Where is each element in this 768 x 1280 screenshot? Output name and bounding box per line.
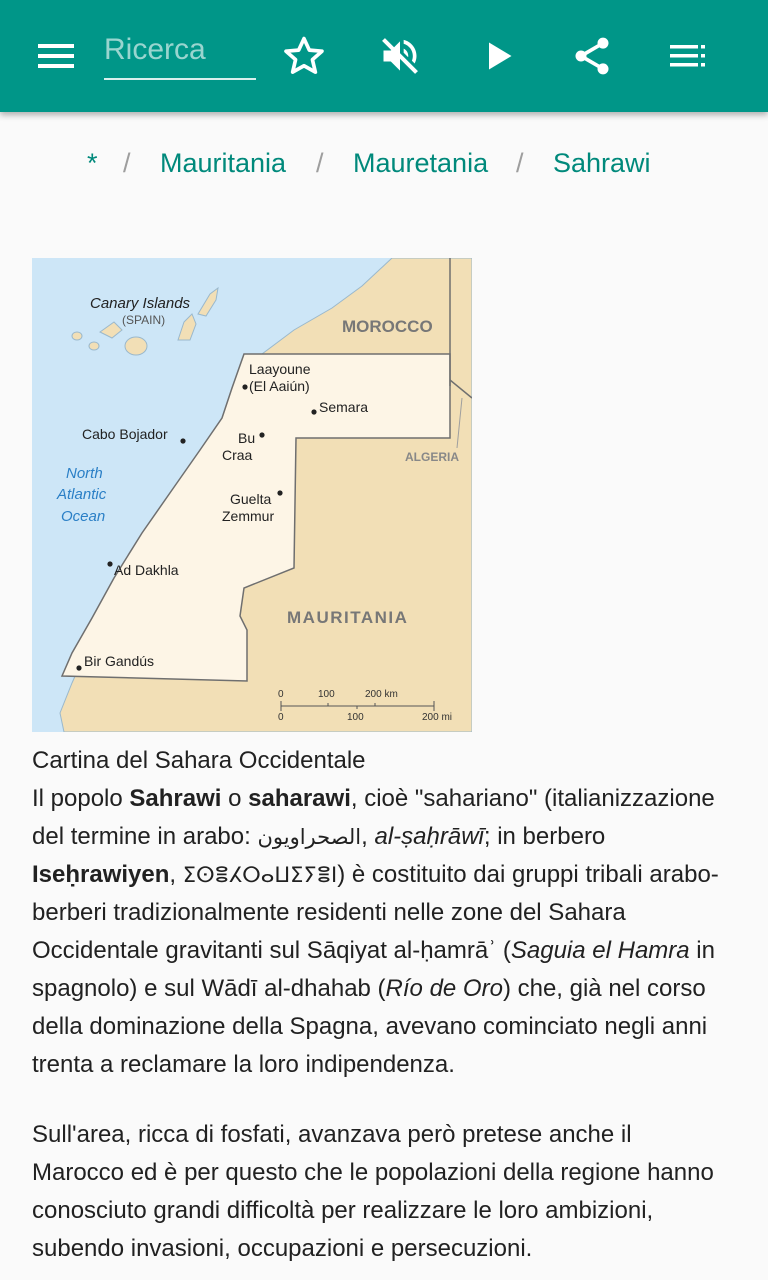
map-label-canary-islands: Canary Islands: [90, 295, 191, 312]
svg-text:0: 0: [278, 689, 284, 700]
play-icon: [480, 38, 516, 74]
svg-text:100: 100: [347, 712, 364, 723]
map-place-el-aaiun: (El Aaiún): [249, 378, 310, 394]
bookmark-button[interactable]: [272, 24, 336, 88]
breadcrumb-item-mauretania[interactable]: Mauretania: [353, 148, 489, 178]
volume-off-icon: [378, 34, 422, 78]
svg-text:100: 100: [318, 689, 335, 700]
toc-button[interactable]: [656, 24, 720, 88]
map-place-bir-gandus: Bir Gandús: [84, 653, 155, 669]
map-place-cabo-bojador: Cabo Bojador: [82, 426, 168, 442]
map-label-spain: (SPAIN): [122, 313, 166, 327]
map-label-morocco: MOROCCO: [342, 317, 433, 336]
hamburger-menu-icon: [36, 41, 76, 71]
map-label-algeria: ALGERIA: [405, 450, 459, 464]
svg-text:0: 0: [278, 712, 284, 723]
map-place-ad-dakhla: Ad Dakhla: [114, 562, 179, 578]
map-label-mauritania: MAURITANIA: [287, 608, 409, 627]
svg-text:200 mi: 200 mi: [422, 712, 453, 723]
breadcrumb-item-mauritania[interactable]: Mauritania: [160, 148, 287, 178]
map-label-ocean-2: Atlantic: [57, 486, 107, 503]
share-button[interactable]: [560, 24, 624, 88]
image-caption: Cartina del Sahara Occidentale: [32, 747, 366, 774]
map-label-ocean-1: North: [66, 465, 103, 482]
map-place-semara: Semara: [319, 399, 369, 415]
play-button[interactable]: [466, 24, 530, 88]
mute-button[interactable]: [368, 24, 432, 88]
map-label-ocean-3: Ocean: [61, 508, 106, 525]
arabic-term: الصحراويون: [257, 825, 362, 849]
breadcrumb-separator: /: [123, 148, 131, 178]
map-place-zemmur: Zemmur: [222, 508, 275, 524]
map-place-laayoune: Laayoune: [249, 361, 311, 377]
menu-button[interactable]: [24, 24, 88, 88]
breadcrumb-item-sahrawi[interactable]: Sahrawi: [553, 148, 651, 178]
article-paragraph-2: Sull'area, ricca di fosfati, avanzava però pretese anche il Marocco ed è per questo che le popolazioni della regione hanno conosciuto grandi difficoltà per realizzare le loro ambizioni, subendo invasioni, occupazioni e persecuzioni.: [32, 1121, 714, 1262]
breadcrumb-separator: /: [316, 148, 324, 178]
list-icon: [668, 41, 708, 71]
map-place-craa: Craa: [222, 447, 253, 463]
search-input[interactable]: [104, 28, 256, 72]
article-paragraph-1: Il popolo Sahrawi o saharawi, cioè "sahariano" (italianizzazione del termine in arabo: الصحراويون, al-ṣaḥrāwī; in berbero Iseḥrawiyen, ⵉⵙⴻⵃⵔⴰⵡⵉⵢⴻⵏ) è costituito dai gruppi tribali arabo-berberi tradizionalmente residenti nelle zone del Sahara Occidentale gravitanti sul Sāqiyat al-ḥamrāʾ (Saguia el Hamra in spagnolo) e sul Wādī al-dhahab (Río de Oro) che, già nel corso della dominazione della Spagna, avevano cominciato negli anni trenta a reclamare la loro indipendenza.: [32, 785, 719, 1078]
western-sahara-map[interactable]: [32, 258, 472, 732]
map-place-bu: Bu: [238, 430, 256, 446]
breadcrumb-item-home[interactable]: *: [87, 148, 98, 178]
map-place-guelta: Guelta: [230, 491, 272, 507]
tifinagh-term: ⵉⵙⴻⵃⵔⴰⵡⵉⵢⴻⵏ: [182, 863, 338, 887]
share-icon: [570, 34, 614, 78]
article-body: [32, 742, 722, 1268]
breadcrumb-separator: /: [516, 148, 524, 178]
svg-text:200 km: 200 km: [365, 689, 398, 700]
breadcrumb: [0, 148, 768, 188]
star-outline-icon: [282, 34, 326, 78]
search-field[interactable]: [104, 28, 256, 80]
app-toolbar: [0, 0, 768, 112]
